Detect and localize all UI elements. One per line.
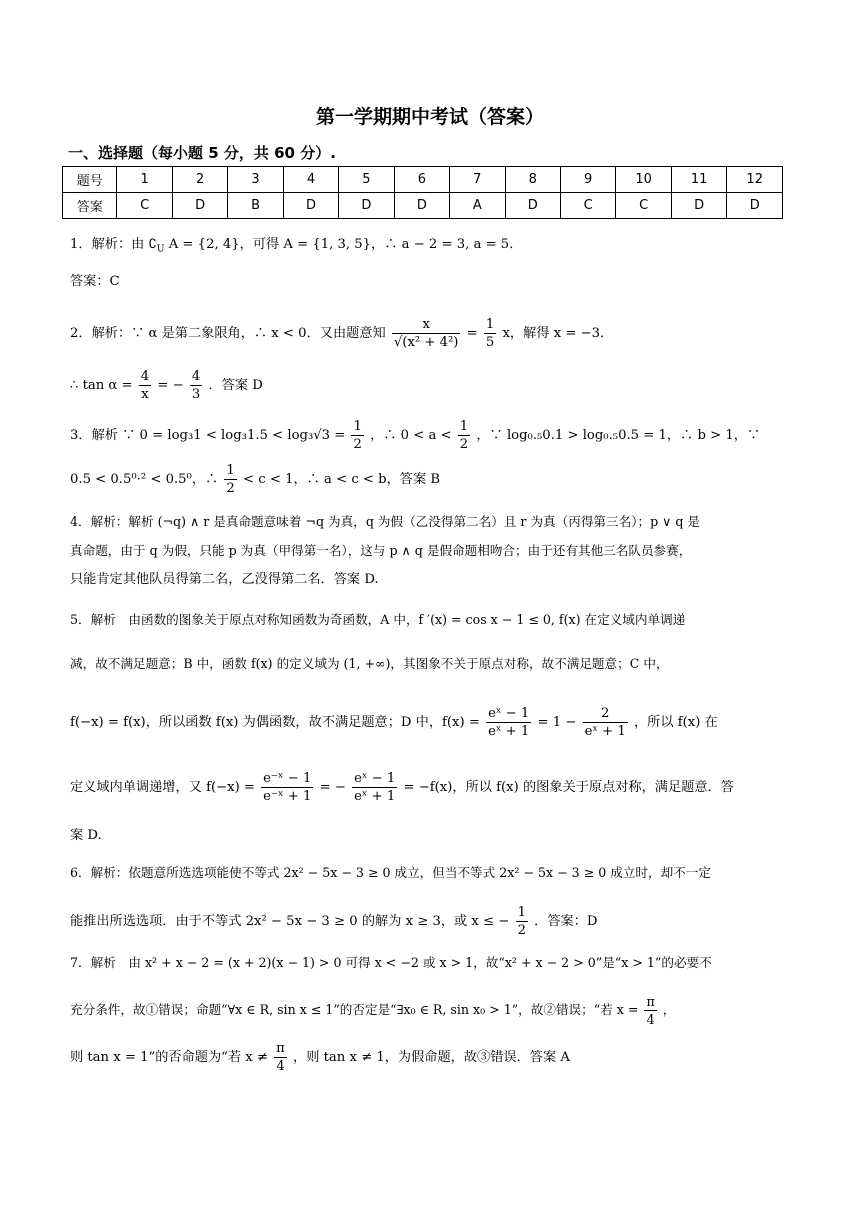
fraction: $\frac{\pi}{4}$ (646, 994, 655, 1027)
table-cell: D (283, 193, 338, 219)
table-cell: D (394, 193, 449, 219)
table-cell: C (117, 193, 172, 219)
fraction: $\frac{\text{eˣ − 1}}{\text{eˣ + 1}}$ (488, 706, 530, 739)
table-cell: 4 (283, 167, 338, 193)
fraction: $\frac{1}{2}$ (517, 905, 526, 938)
fraction: $\frac{x}{\text{√(x² + 4²)}}$ (393, 317, 459, 350)
fraction: $\frac{4}{3}$ (191, 369, 201, 402)
answer-table (62, 166, 783, 219)
q6-solution-line2: 能推出所选选项．由于不等式 2x² − 5x − 3 ≥ 0 的解为 x ≥ 3，或 x ≤ − $\frac{1}{2}$ ．答案：D (70, 905, 598, 938)
table-cell: 6 (394, 167, 449, 193)
page-title: 第一学期期中考试（答案） (315, 106, 544, 128)
fraction: $\frac{1}{2}$ (353, 419, 362, 452)
q7-solution-line1: 7．解析 由 x² + x − 2 = (x + 2)(x − 1) > 0 可得 x < −2 或 x > 1，故“x² + x − 2 > 0”是“x > 1”的必要不 (70, 955, 712, 970)
q1-solution: 1．解析：由 $∁_U$ A = {2, 4}，可得 A = {1, 3, 5}，∴ a − 2 = 3, a = 5． (70, 237, 523, 255)
table-cell: 9 (560, 167, 615, 193)
fraction: $\frac{4}{x}$ (140, 369, 150, 402)
table-row-question-numbers (63, 167, 783, 193)
row-label-question: 题号 (63, 167, 117, 193)
fraction: $\frac{1}{5}$ (485, 317, 495, 350)
table-cell: C (560, 193, 615, 219)
table-cell: D (727, 193, 783, 219)
table-cell: 3 (228, 167, 283, 193)
q4-solution-line1: 4．解析：解析 (¬q) ∧ r 是真命题意味着 ¬q 为真，q 为假（乙没得第二名）且 r 为真（丙得第三名）；p ∨ q 是 (70, 514, 701, 529)
fraction: $\frac{\text{eˣ − 1}}{\text{eˣ + 1}}$ (354, 771, 396, 804)
table-cell: 2 (172, 167, 227, 193)
table-cell: B (228, 193, 283, 219)
fraction: $\frac{\text{e⁻ˣ − 1}}{\text{e⁻ˣ + 1}}$ (263, 771, 312, 804)
q5-solution-line5: 案 D. (70, 828, 102, 843)
table-cell: D (172, 193, 227, 219)
section-heading: 一、选择题（每小题 5 分，共 60 分）. (68, 144, 336, 162)
q1-answer: 答案：C (70, 274, 120, 289)
table-cell: D (671, 193, 727, 219)
table-cell: A (450, 193, 505, 219)
q7-solution-line2: 充分条件，故①错误；命题“∀x ∈ R, sin x ≤ 1”的否定是“∃x₀ ∈ R, sin x₀ > 1”，故②错误；“若 x = $\frac{\pi}{4}$ ， (70, 994, 676, 1027)
table-cell: C (616, 193, 672, 219)
q3-solution-line2: 0.5 < 0.5⁰·² < 0.5⁰，∴ $\frac{1}{2}$ < c < 1，∴ a < c < b，答案 B (70, 463, 441, 496)
q3-solution-line1: 3．解析 ∵ 0 = log₃1 < log₃1.5 < log₃√3 = $\frac{1}{2}$ ，∴ 0 < a < $\frac{1}{2}$ ，∵ log₀.₅0.1 > log₀.₅0.5 = 1，∴ b > 1，∵ (70, 419, 761, 452)
table-cell: 1 (117, 167, 172, 193)
table-cell: D (505, 193, 560, 219)
q4-solution-line2: 真命题，由于 q 为假，只能 p 为真（甲得第一名），这与 p ∧ q 是假命题相吻合；由于还有其他三名队员参赛， (70, 543, 692, 558)
table-row-answers (63, 193, 783, 219)
table-cell: 5 (339, 167, 394, 193)
fraction: $\frac{1}{2}$ (459, 419, 469, 452)
table-cell: 10 (616, 167, 672, 193)
q5-solution-line3: f(−x) = f(x)，所以函数 f(x) 为偶函数，故不满足题意；D 中，f(x) = $\frac{\text{eˣ − 1}}{\text{eˣ + 1}}$ = 1 − $\frac{2}{\text{eˣ + 1}}$ ，所以 f(x) 在 (70, 706, 718, 739)
fraction: $\frac{2}{\text{eˣ + 1}}$ (584, 706, 626, 739)
table-cell: 12 (727, 167, 783, 193)
q4-solution-line3: 只能肯定其他队员得第二名，乙没得第二名．答案 D. (70, 572, 379, 587)
table-cell: 7 (450, 167, 505, 193)
q5-solution-line1: 5．解析 由函数的图象关于原点对称知函数为奇函数，A 中，f ′(x) = cos x − 1 ≤ 0, f(x) 在定义域内单调递 (70, 612, 686, 627)
q2-solution-line1: 2．解析：∵ α 是第二象限角，∴ x < 0．又由题意知 $\frac{x}{\text{√(x² + 4²)}}$ = $\frac{1}{5}$ x，解得 x = −3． (70, 317, 614, 350)
q5-solution-line4: 定义域内单调递增，又 f(−x) = $\frac{\text{e⁻ˣ − 1}}{\text{e⁻ˣ + 1}}$ = − $\frac{\text{eˣ − 1}}{\text{eˣ + 1}}$ = −f(x)，所以 f(x) 的图象关于原点对称，满足题意．答 (70, 771, 734, 804)
q6-solution-line1: 6．解析：依题意所选选项能使不等式 2x² − 5x − 3 ≥ 0 成立，但当不等式 2x² − 5x − 3 ≥ 0 成立时，却不一定 (70, 865, 711, 880)
q7-solution-line3: 则 tan x = 1”的否命题为“若 x ≠ $\frac{\pi}{4}$ ，则 tan x ≠ 1，为假命题，故③错误．答案 A (70, 1041, 570, 1074)
table-cell: 11 (671, 167, 727, 193)
q5-solution-line2: 减，故不满足题意；B 中，函数 f(x) 的定义域为 (1, +∞)，其图象不关于原点对称，故不满足题意；C 中， (70, 656, 669, 671)
q2-solution-line2: ∴ tan α = $\frac{4}{x}$ = − $\frac{4}{3}$ ．答案 D (70, 369, 263, 402)
row-label-answer: 答案 (63, 193, 117, 219)
table-cell: D (339, 193, 394, 219)
fraction: $\frac{1}{2}$ (226, 463, 235, 496)
table-cell: 8 (505, 167, 560, 193)
fraction: $\frac{\pi}{4}$ (276, 1041, 285, 1074)
